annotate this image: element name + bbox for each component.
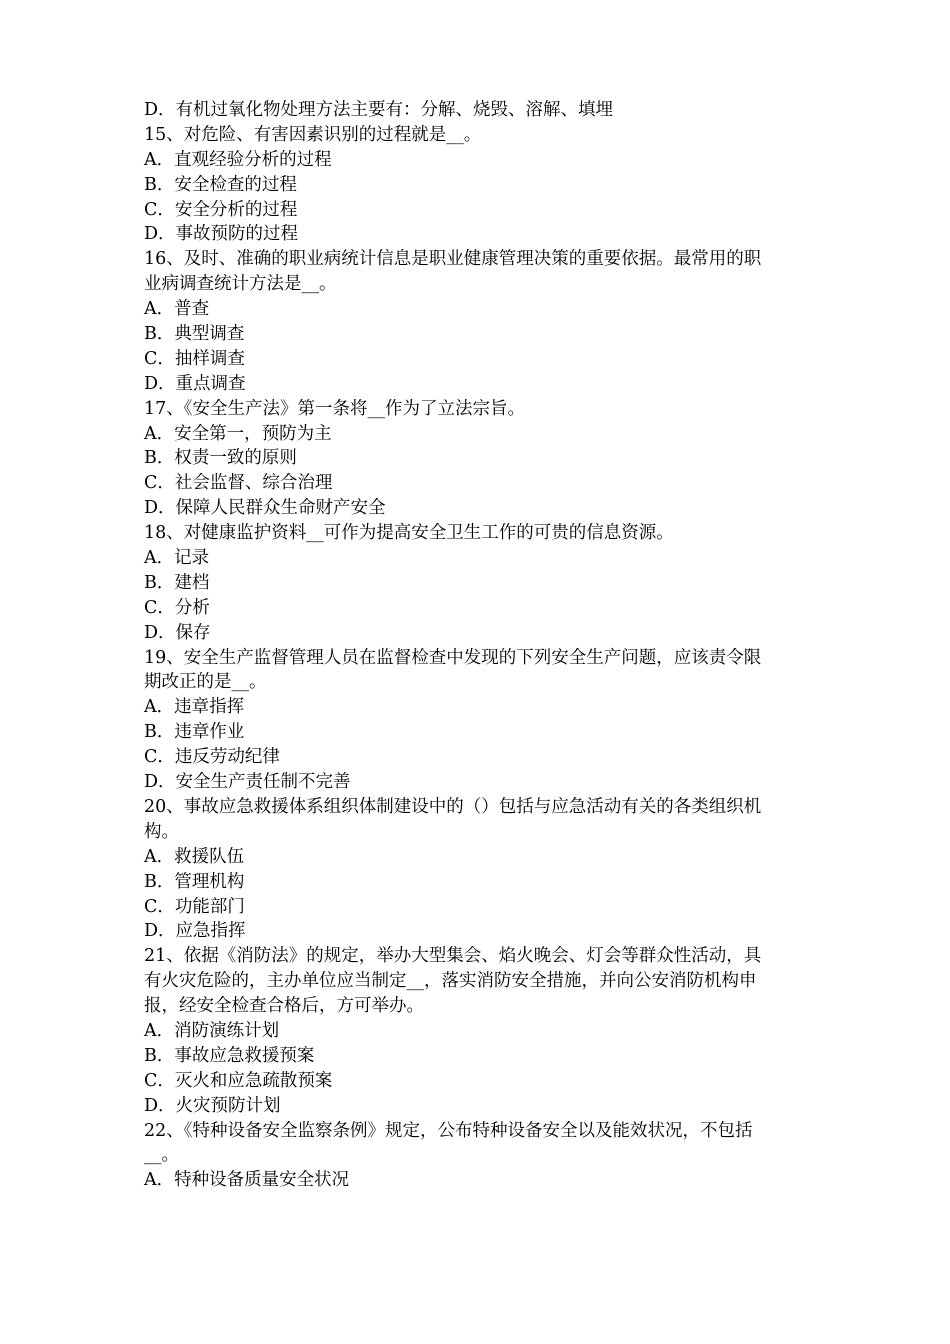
- text-line: A．特种设备质量安全状况: [144, 1170, 350, 1191]
- text-line: B．事故应急救援预案: [144, 1045, 315, 1066]
- text-line: D．有机过氧化物处理方法主要有：分解、烧毁、溶解、填埋: [144, 100, 614, 120]
- text-line: C．违反劳动纪律: [144, 747, 280, 768]
- text-line: 17、《安全生产法》第一条将__作为了立法宗旨。: [144, 398, 526, 419]
- document-page: [144, 98, 824, 1193]
- text-line: A．安全第一，预防为主: [144, 423, 332, 444]
- text-line: D．应急指挥: [144, 921, 246, 942]
- text-line: A．违章指挥: [144, 697, 245, 718]
- text-line: 有火灾危险的，主办单位应当制定__，落实消防安全措施，并向公安消防机构申: [144, 971, 757, 992]
- text-line: 18、对健康监护资料__可作为提高安全卫生工作的可贵的信息资源。: [144, 523, 674, 544]
- text-line: 构。: [144, 821, 179, 842]
- text-line: D．火灾预防计划: [144, 1095, 281, 1116]
- text-line: D．保存: [144, 622, 211, 643]
- text-line: B．管理机构: [144, 871, 245, 892]
- text-line: C．分析: [144, 597, 210, 618]
- text-line: D．安全生产责任制不完善: [144, 772, 351, 793]
- text-line: 16、及时、准确的职业病统计信息是职业健康管理决策的重要依据。最常用的职: [144, 249, 762, 270]
- text-line: 业病调查统计方法是__。: [144, 274, 337, 295]
- text-line: D．事故预防的过程: [144, 224, 299, 245]
- text-line: D．保障人民群众生命财产安全: [144, 498, 386, 519]
- text-line: __。: [144, 1145, 179, 1166]
- text-line: C．安全分析的过程: [144, 199, 298, 220]
- text-line: B．典型调查: [144, 324, 245, 345]
- text-line: A．普查: [144, 299, 210, 320]
- text-line: C．社会监督、综合治理: [144, 473, 333, 494]
- text-line: 15、对危险、有害因素识别的过程就是__。: [144, 124, 482, 145]
- text-line: A．消防演练计划: [144, 1020, 280, 1041]
- text-line: C．灭火和应急疏散预案: [144, 1070, 333, 1091]
- text-line: B．权责一致的原则: [144, 448, 297, 469]
- text-line: A．记录: [144, 548, 210, 569]
- text-line: C．抽样调查: [144, 348, 245, 369]
- text-line: 21、依据《消防法》的规定，举办大型集会、焰火晚会、灯会等群众性活动，具: [144, 946, 762, 967]
- text-line: 22、《特种设备安全监察条例》规定，公布特种设备安全以及能效状况，不包括: [144, 1120, 753, 1141]
- text-line: 19、安全生产监督管理人员在监督检查中发现的下列安全生产问题，应该责令限: [144, 647, 762, 668]
- text-line: A．救援队伍: [144, 846, 245, 867]
- text-line: D．重点调查: [144, 373, 246, 394]
- text-line: 报，经安全检查合格后，方可举办。: [144, 996, 424, 1017]
- text-line: B．安全检查的过程: [144, 174, 297, 195]
- text-line: 期改正的是__。: [144, 672, 267, 693]
- text-line: 20、事故应急救援体系组织体制建设中的（）包括与应急活动有关的各类组织机: [144, 796, 762, 817]
- text-line: C．功能部门: [144, 896, 245, 917]
- text-line: B．违章作业: [144, 722, 245, 743]
- text-line: B．建档: [144, 572, 210, 593]
- text-line: A．直观经验分析的过程: [144, 149, 332, 170]
